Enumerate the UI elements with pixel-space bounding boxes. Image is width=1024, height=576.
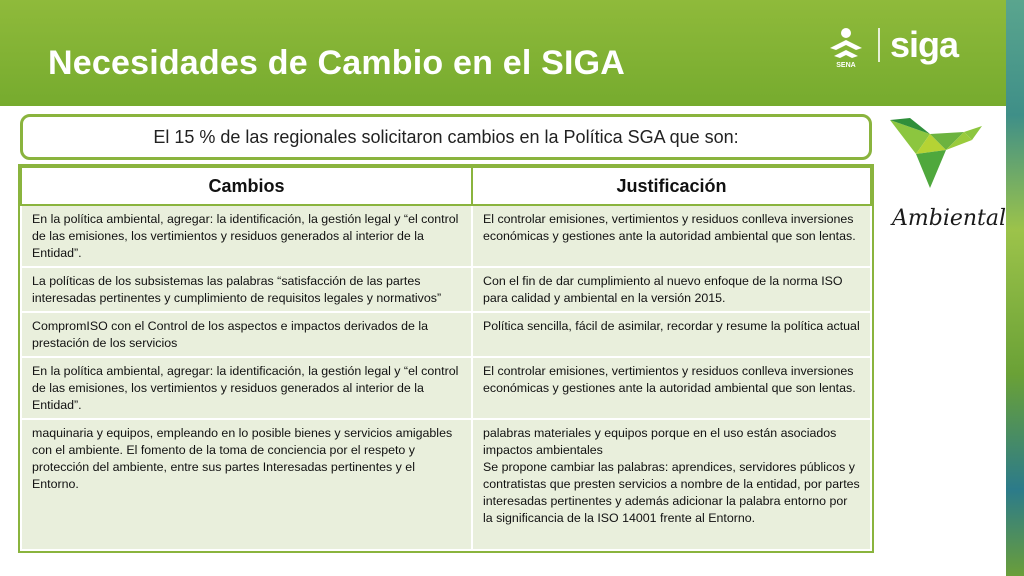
decorative-strip [1006, 0, 1024, 576]
bird-icon [886, 114, 982, 194]
table-row [21, 357, 871, 419]
table-row [21, 312, 871, 357]
cambio-cell: En la política ambiental, agregar: la identificación, la gestión legal y “el control de las emisiones, los vertimientos y residuos generados al interior de la Entidad”. [21, 357, 472, 419]
changes-table [20, 166, 872, 551]
justificacion-cell: El controlar emisiones, vertimientos y residuos conlleva inversiones económicas y gestiones ante la autoridad ambiental que son lentas. [472, 357, 871, 419]
page-title: Necesidades de Cambio en el SIGA [48, 44, 626, 82]
sena-logo-text: SENA [836, 62, 856, 68]
table-row [21, 205, 871, 267]
logo-divider [878, 28, 880, 62]
cambio-cell: La políticas de los subsistemas las palabras “satisfacción de las partes interesadas pertinentes y cumplimiento de requisitos legales y normativos” [21, 267, 472, 312]
table-row [21, 267, 871, 312]
justificacion-cell: palabras materiales y equipos porque en el uso están asociados impactos ambientales Se propone cambiar las palabras: aprendices, servidores públicos y contratistas que presten servicios a nombre de la entidad, por partes interesadas pertinentes y además adicionar la palabra entorno por la significancia de la ISO 14001 frente al Entorno. [472, 419, 871, 550]
cambio-cell: En la política ambiental, agregar: la identificación, la gestión legal y “el control de las emisiones, los vertimientos y residuos generados al interior de la Entidad”. [21, 205, 472, 267]
table-row [21, 419, 871, 550]
ambiental-label: Ambiental [892, 206, 1007, 231]
table-header-row [21, 167, 871, 205]
cambio-cell: CompromISO con el Control de los aspectos e impactos derivados de la prestación de los servicios [21, 312, 472, 357]
logo-group [826, 22, 976, 72]
header-cambios: Cambios [21, 167, 472, 205]
justificacion-cell: El controlar emisiones, vertimientos y residuos conlleva inversiones económicas y gestiones ante la autoridad ambiental que son lentas. [472, 205, 871, 267]
justificacion-cell: Política sencilla, fácil de asimilar, recordar y resume la política actual [472, 312, 871, 357]
header-bar [0, 0, 1006, 106]
siga-logo: siga [890, 24, 959, 65]
justificacion-cell: Con el fin de dar cumplimiento al nuevo enfoque de la norma ISO para calidad y ambiental en la versión 2015. [472, 267, 871, 312]
sena-logo-icon [826, 26, 866, 68]
banner-text: El 15 % de las regionales solicitaron cambios en la Política SGA que son: [153, 126, 739, 147]
header-justificacion: Justificación [472, 167, 871, 205]
cambio-cell: maquinaria y equipos, empleando en lo posible bienes y servicios amigables con el ambiente. El fomento de la toma de conciencia por el respeto y protección del ambiente, entre sus partes Interesadas pertinentes y el Entorno. [21, 419, 472, 550]
summary-banner [20, 114, 872, 160]
